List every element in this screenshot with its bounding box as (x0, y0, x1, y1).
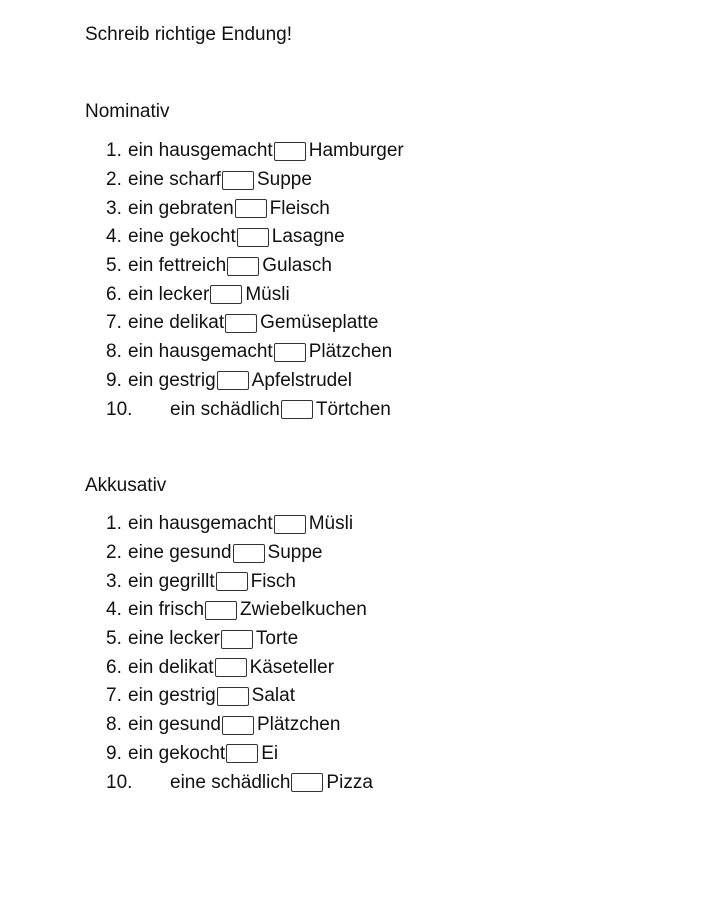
item-noun-text: Plätzchen (308, 341, 393, 363)
item-noun-text: Lasagne (271, 226, 345, 248)
item-number: 4. (106, 226, 122, 248)
exercise-item (106, 740, 373, 769)
item-prefix-text: ein gestrig (128, 369, 216, 391)
item-noun-text: Gulasch (262, 255, 332, 277)
item-prefix-text: ein gesund (128, 714, 221, 736)
item-noun-text: Pizza (326, 771, 373, 793)
item-noun-text: Ei (261, 742, 279, 764)
ending-blank-field[interactable] (227, 257, 259, 276)
ending-blank-field[interactable] (205, 601, 237, 620)
item-prefix-text: ein gestrig (128, 685, 216, 707)
item-number: 7. (106, 685, 122, 707)
item-prefix-text: ein gegrillt (128, 570, 215, 592)
exercise-item (106, 367, 404, 396)
ending-blank-field[interactable] (233, 544, 265, 563)
ending-blank-field[interactable] (274, 343, 306, 362)
exercise-item (106, 539, 373, 568)
ending-blank-field[interactable] (226, 744, 258, 763)
akkusativ-exercise-list (106, 510, 373, 797)
ending-blank-field[interactable] (235, 199, 267, 218)
item-noun-text: Käseteller (249, 656, 335, 678)
exercise-item (106, 137, 404, 166)
item-prefix-text: eine schädlich (170, 771, 291, 793)
ending-blank-field[interactable] (217, 371, 249, 390)
exercise-item (106, 653, 373, 682)
ending-blank-field[interactable] (222, 171, 254, 190)
item-number: 5. (106, 255, 122, 277)
item-prefix-text: ein delikat (128, 656, 214, 678)
worksheet-title: Schreib richtige Endung! (85, 24, 293, 45)
exercise-item (106, 682, 373, 711)
ending-blank-field[interactable] (281, 400, 313, 419)
exercise-item (106, 567, 373, 596)
exercise-item (106, 223, 404, 252)
item-number: 9. (106, 369, 122, 391)
item-prefix-text: eine scharf (128, 169, 221, 191)
item-number: 10. (106, 398, 133, 420)
item-number: 8. (106, 341, 122, 363)
item-number: 4. (106, 599, 122, 621)
item-number: 5. (106, 628, 122, 650)
item-number: 10. (106, 771, 133, 793)
item-noun-text: Apfelstrudel (251, 369, 353, 391)
exercise-item (106, 166, 404, 195)
item-prefix-text: ein gekocht (128, 742, 226, 764)
ending-blank-field[interactable] (274, 515, 306, 534)
item-noun-text: Zwiebelkuchen (240, 599, 367, 621)
item-number: 2. (106, 169, 122, 191)
item-noun-text: Suppe (267, 542, 323, 564)
item-prefix-text: ein fettreich (128, 255, 227, 277)
item-noun-text: Salat (251, 685, 295, 707)
item-noun-text: Müsli (245, 283, 290, 305)
ending-blank-field[interactable] (237, 228, 269, 247)
item-noun-text: Torte (255, 628, 299, 650)
item-number: 6. (106, 283, 122, 305)
item-number: 6. (106, 656, 122, 678)
exercise-item (106, 768, 373, 797)
item-number: 3. (106, 197, 122, 219)
item-noun-text: Hamburger (308, 140, 404, 162)
item-prefix-text: ein hausgemacht (128, 140, 273, 162)
exercise-item (106, 510, 373, 539)
exercise-item (106, 596, 373, 625)
ending-blank-field[interactable] (217, 687, 249, 706)
item-number: 7. (106, 312, 122, 334)
exercise-item (106, 395, 404, 424)
exercise-item (106, 280, 404, 309)
exercise-item (106, 252, 404, 281)
exercise-item (106, 309, 404, 338)
item-noun-text: Müsli (308, 513, 354, 535)
exercise-item (106, 194, 404, 223)
item-prefix-text: eine gekocht (128, 226, 236, 248)
ending-blank-field[interactable] (291, 773, 323, 792)
item-number: 8. (106, 714, 122, 736)
section-heading-akkusativ: Akkusativ (85, 475, 167, 496)
item-number: 2. (106, 542, 122, 564)
ending-blank-field[interactable] (222, 716, 254, 735)
item-prefix-text: eine gesund (128, 542, 232, 564)
item-noun-text: Fisch (250, 570, 297, 592)
item-number: 9. (106, 742, 122, 764)
item-noun-text: Plätzchen (256, 714, 341, 736)
item-number: 3. (106, 570, 122, 592)
item-noun-text: Gemüseplatte (260, 312, 379, 334)
ending-blank-field[interactable] (274, 142, 306, 161)
item-prefix-text: ein hausgemacht (128, 341, 273, 363)
item-noun-text: Suppe (256, 169, 312, 191)
ending-blank-field[interactable] (216, 572, 248, 591)
ending-blank-field[interactable] (215, 658, 247, 677)
item-number: 1. (106, 140, 122, 162)
exercise-item (106, 625, 373, 654)
item-prefix-text: ein frisch (128, 599, 205, 621)
section-heading-nominativ: Nominativ (85, 101, 170, 122)
item-noun-text: Törtchen (315, 398, 391, 420)
exercise-item (106, 338, 404, 367)
ending-blank-field[interactable] (225, 314, 257, 333)
item-prefix-text: eine lecker (128, 628, 220, 650)
ending-blank-field[interactable] (210, 285, 242, 304)
item-prefix-text: ein hausgemacht (128, 513, 273, 535)
item-prefix-text: eine delikat (128, 312, 225, 334)
exercise-item (106, 711, 373, 740)
item-prefix-text: ein schädlich (170, 398, 280, 420)
item-prefix-text: ein gebraten (128, 197, 234, 219)
item-number: 1. (106, 513, 122, 535)
ending-blank-field[interactable] (221, 630, 253, 649)
nominativ-exercise-list (106, 137, 404, 424)
item-noun-text: Fleisch (269, 197, 330, 219)
item-prefix-text: ein lecker (128, 283, 210, 305)
